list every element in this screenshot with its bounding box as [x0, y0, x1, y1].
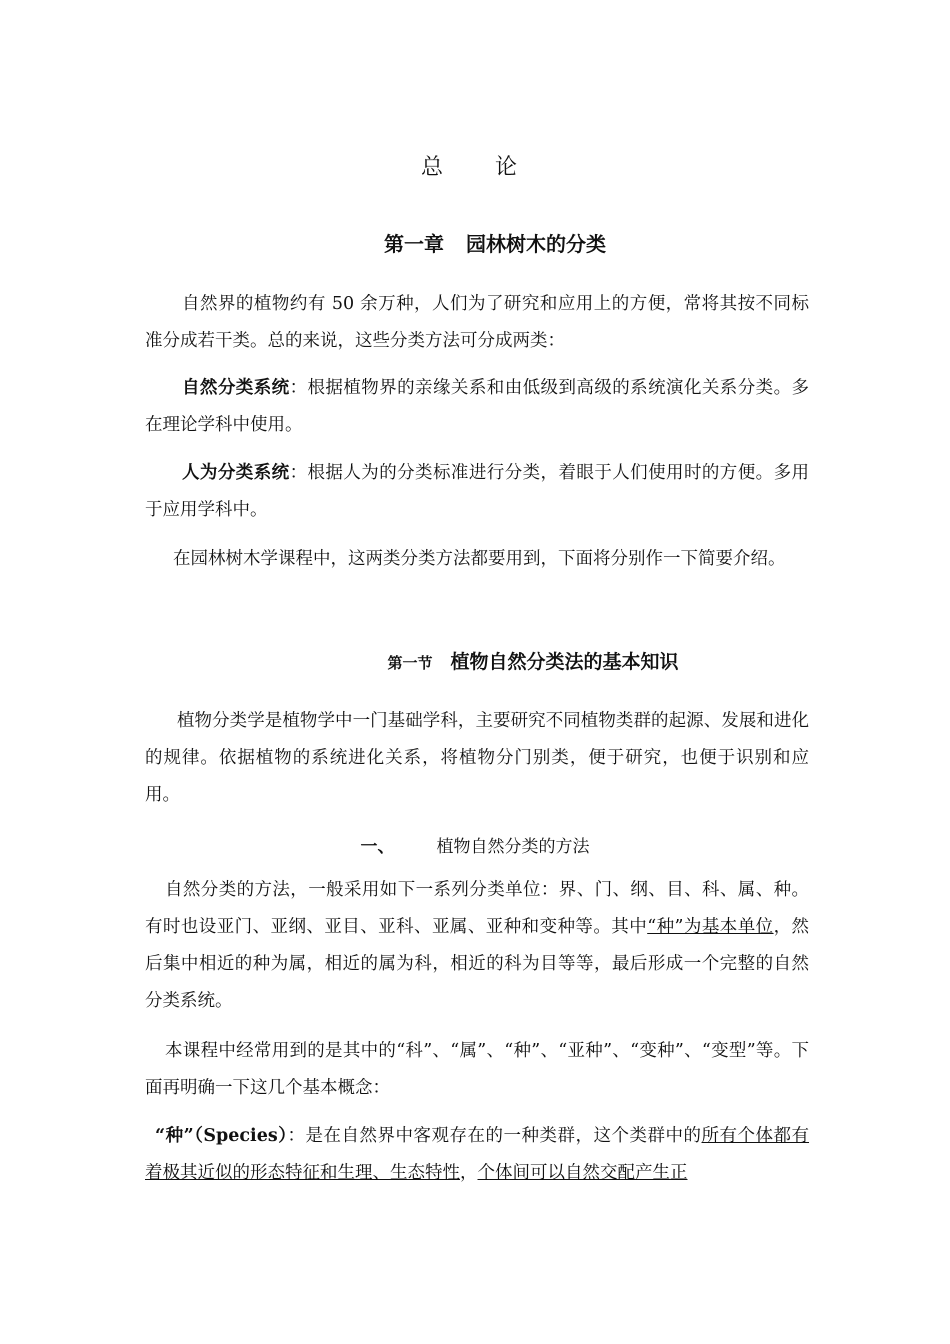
artificial-system-colon: ：	[289, 463, 308, 483]
artificial-system-paragraph	[145, 455, 809, 529]
subsection-number: 一、	[360, 837, 395, 857]
species-underlined-2: 个体间可以自然交配产生正	[477, 1163, 688, 1183]
artificial-system-term: 人为分类系统	[182, 463, 290, 483]
natural-system-text: 根据植物界的亲缘关系和由低级到高级的系统演化关系分类。多在理论学科中使用。	[145, 378, 810, 435]
chapter-name: 园林树木的分类	[466, 232, 606, 256]
intro-paragraph: 自然界的植物约有 50 余万种，人们为了研究和应用上的方便，常将其按不同标准分成若干类。总的来说，这些分类方法可分成两类：	[145, 294, 809, 351]
classification-units-text: 自然分类的方法，一般采用如下一系列分类单位：界、门、纲、目、科、属、种。有时也设亚门、亚纲、亚目、亚科、亚属、亚种和变种等。其中	[145, 880, 809, 937]
species-term: “种”（Species）	[155, 1126, 288, 1146]
subsection-name: 植物自然分类的方法	[436, 837, 590, 857]
species-underlined-1: 所有个体都有着极其近似的形态特征和生理、生态特性	[145, 1126, 810, 1183]
artificial-system-text: 根据人为的分类标准进行分类，着眼于人们使用时的方便。多用于应用学科中。	[145, 463, 810, 520]
species-basic-unit-underlined: “种”为基本单位	[647, 917, 774, 937]
subsection-heading	[0, 832, 950, 857]
section-heading	[0, 647, 950, 674]
page-title: 总论	[420, 155, 569, 180]
classification-units-text-end: ，然后集中相近的种为属，相近的属为科，相近的科为目等等，最后形成一个完整的自然分类系统。	[145, 917, 809, 1011]
section-intro-paragraph: 植物分类学是植物学中一门基础学科，主要研究不同植物类群的起源、发展和进化的规律。依据植物的系统进化关系，将植物分门别类，便于研究，也便于识别和应用。	[145, 711, 809, 805]
natural-system-paragraph	[145, 370, 809, 444]
section-name: 植物自然分类法的基本知识	[450, 651, 679, 673]
natural-system-colon: ：	[289, 378, 308, 398]
species-definition-text: ：是在自然界中客观存在的一种类群，这个类群中的	[287, 1126, 702, 1146]
chapter-heading	[0, 228, 950, 257]
section-number: 第一节	[387, 654, 433, 672]
species-definition-paragraph	[145, 1118, 809, 1192]
intro-closing-paragraph: 在园林树木学课程中，这两类分类方法都要用到，下面将分别作一下简要介绍。	[173, 549, 786, 569]
natural-system-term: 自然分类系统	[182, 378, 290, 398]
basic-concepts-paragraph: 本课程中经常用到的是其中的“科”、“属”、“种”、“亚种”、“变种”、“变型”等。下面再明确一下这几个基本概念：	[145, 1041, 809, 1098]
classification-units-paragraph	[145, 872, 809, 1020]
chapter-number: 第一章	[384, 232, 444, 256]
species-comma: ，	[460, 1163, 478, 1183]
